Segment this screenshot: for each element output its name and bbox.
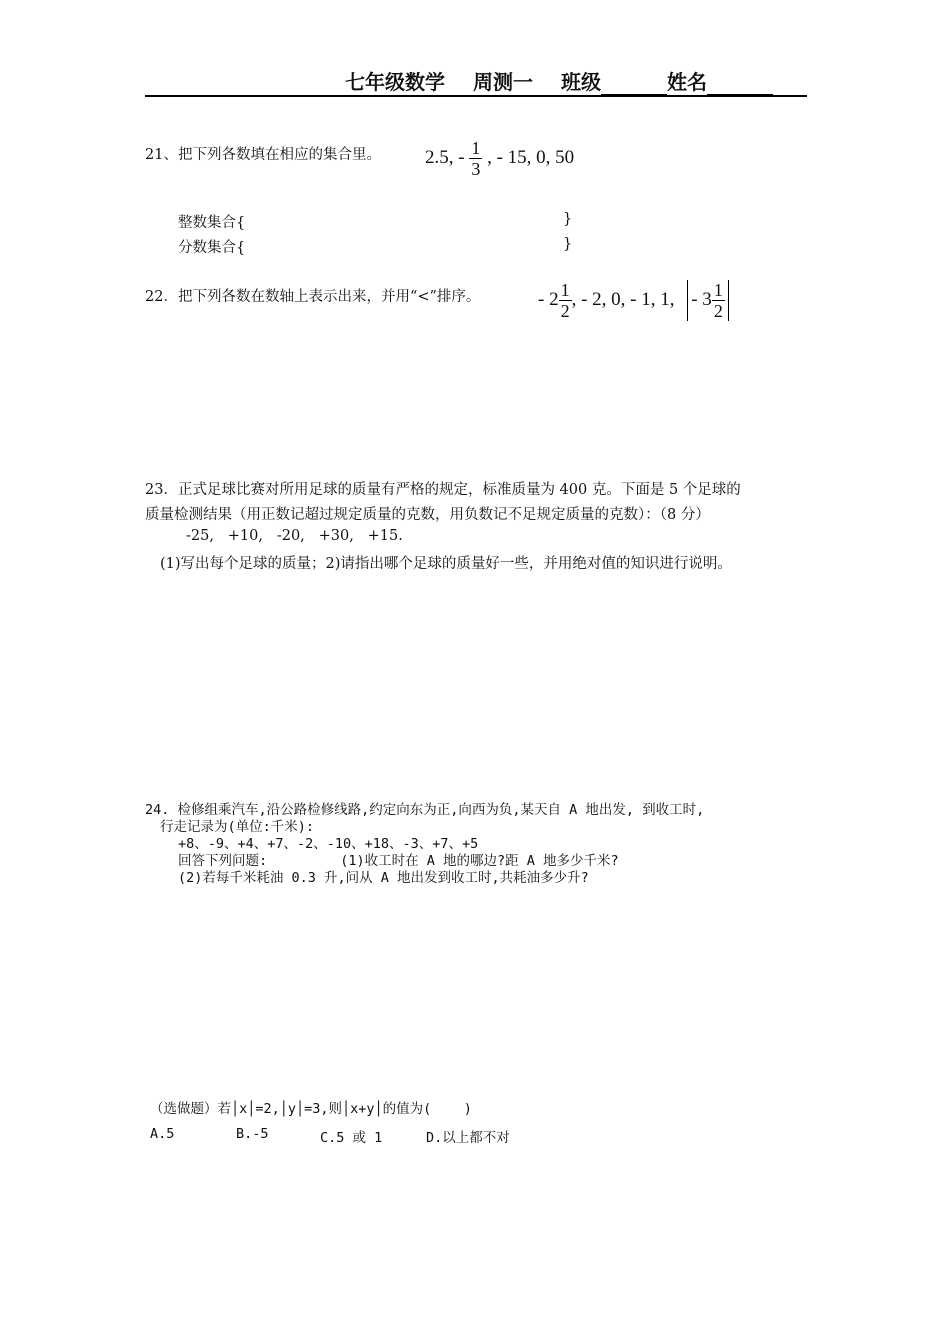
q22-n2-num: 1	[713, 280, 723, 300]
test-title: 周测一	[473, 70, 533, 94]
q22-n2-whole: - 3	[691, 288, 712, 310]
q23-line3: (1)写出每个足球的质量；2)请指出哪个足球的质量好一些，并用绝对值的知识进行说明。	[160, 556, 732, 572]
subject-title: 七年级数学	[345, 70, 445, 94]
q24-line2: 行走记录为(单位:千米):	[160, 819, 315, 835]
option-a[interactable]: A.5	[150, 1126, 175, 1142]
q22-n1-den: 2	[560, 301, 570, 321]
q23-line2: 质量检测结果（用正数记超过规定质量的克数，用负数记不足规定质量的克数）：（8 分）	[145, 507, 710, 523]
fraction-set-close: }	[563, 236, 573, 252]
class-label: 班级	[561, 70, 601, 94]
q24-line5: (2)若每千米耗油 0.3 升,问从 A 地出发到收工时,共耗油多少升?	[178, 870, 589, 886]
q24-line4: 回答下列问题: (1)收工时在 A 地的哪边?距 A 地多少千米?	[178, 853, 619, 869]
q23-line1: 23．正式足球比赛对所用足球的质量有严格的规定，标准质量为 400 克。下面是 5 个足球的	[145, 482, 741, 498]
q21-nums-a: 2.5, -	[425, 146, 465, 168]
q24-line1: 24. 检修组乘汽车,沿公路检修线路,约定向东为正,向西为负,某天自 A 地出发, 到收工时,	[145, 802, 705, 818]
q21-nums-b: , - 15, 0, 50	[487, 146, 575, 168]
q21-frac-den: 3	[471, 159, 481, 179]
q21-fraction	[469, 138, 482, 179]
name-label: 姓名	[667, 70, 707, 94]
q24-line3: +8、-9、+4、+7、-2、-10、+18、-3、+7、+5	[178, 836, 479, 852]
q22-n1-fraction	[559, 280, 572, 321]
q22-numbers	[538, 280, 729, 321]
q22-absolute-value	[687, 280, 729, 321]
q22-n2-fraction	[712, 280, 725, 321]
optional-question: （选做题）若│x│=2,│y│=3,则│x+y│的值为( )	[150, 1101, 472, 1117]
option-d[interactable]: D.以上都不对	[426, 1130, 510, 1146]
q21-prompt: 21、把下列各数填在相应的集合里。	[145, 147, 381, 163]
q22-rest: , - 2, 0, - 1, 1,	[571, 288, 675, 310]
q21-numbers	[425, 138, 574, 179]
q22-n1-num: 1	[560, 280, 570, 300]
q22-prompt: 22．把下列各数在数轴上表示出来，并用“<”排序。	[145, 289, 481, 305]
q23-values: -25, +10, -20, +30, +15.	[186, 528, 403, 544]
option-b[interactable]: B.-5	[236, 1126, 269, 1142]
q21-frac-num: 1	[471, 138, 481, 158]
integer-set-label: 整数集合{	[178, 215, 246, 231]
integer-set-close: }	[563, 211, 573, 227]
fraction-set-label: 分数集合{	[178, 240, 246, 256]
q22-n2-den: 2	[713, 301, 723, 321]
q22-n1-whole: - 2	[538, 288, 559, 310]
page-header	[345, 66, 773, 95]
header-rule	[145, 95, 807, 97]
option-c[interactable]: C.5 或 1	[320, 1130, 383, 1146]
